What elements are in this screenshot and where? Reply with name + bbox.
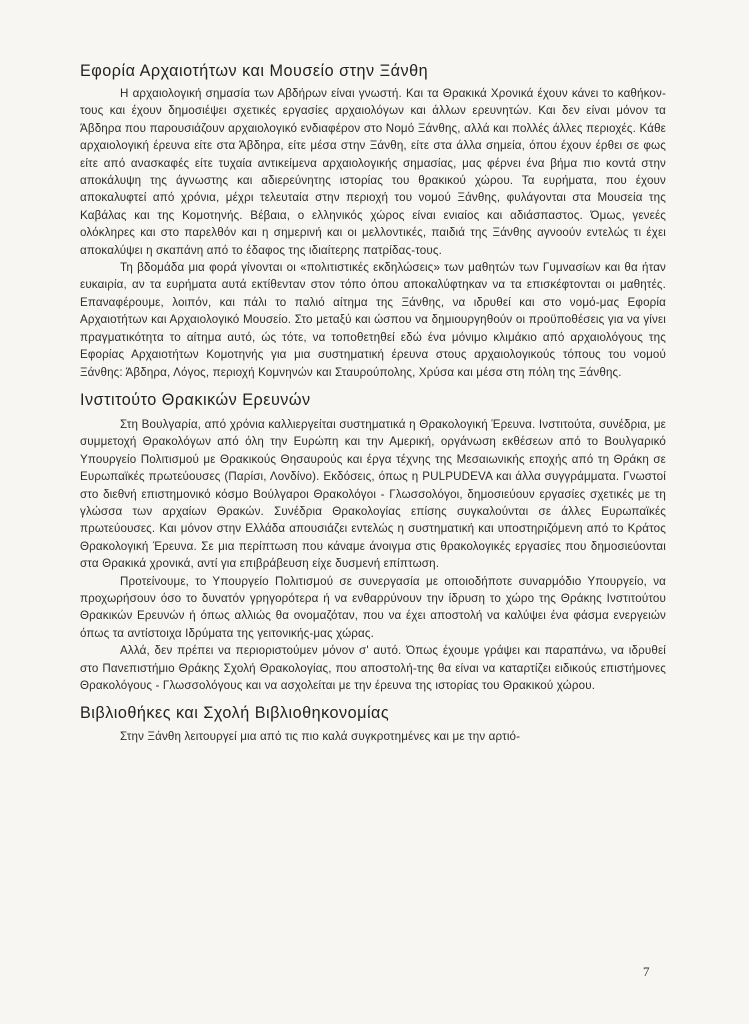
paragraph-archaeology-1: Η αρχαιολογική σημασία των Αβδήρων είναι γνωστή. Και τα Θρακικά Χρονικά έχουν κάνει το καθήκον-τους και έχουν δημοσιέψει σχετικές εργασίες αρχαιολόγων και άλλων ερευνητών. Και δεν είναι μόνον τα Άβδηρα που παρουσιάζουν αρχαιολογικό ενδιαφέρον στο Νομό Ξάνθης, αλλά και πολλές άλλες περιοχές. Κάθε αρχαιολογική έρευνα είτε στα Άβδηρα, είτε μέσα στην Ξάνθη, είτε στα άλλα σημεία, όπου έχουν έρθει σε φως είτε από ανασκαφές είτε τυχαία αντικείμενα αρχαιολογικής σημασίας, μας φέρνει ένα βήμα πιο κοντά στην αποκάλυψη της άγνωστης και αδιερεύνητης ιστορίας του θρακικού χώρου. Τα ευρήματα, που έχουν αποκαλυφτεί από χρόνια, μέχρι τελευταία στην περιοχή του νομού Ξάνθης, φυλάγονται στα Μουσεία της Καβάλας και της Κομοτηνής. Βέβαια, ο ελληνικός χώρος είναι ενιαίος και αδιάσπαστος. Όμως, γενεές ολόκληρες και στο παρελθόν και η σημερινή και οι μελλοντικές, παιδιά της Ξάνθης αγνοούν εντελώς τι έχει αποκαλύψει η σκαπάνη από το έδαφος της ιδιαίτερης πατρίδας-τους.: [80, 87, 666, 257]
paragraph-institute-1: Στη Βουλγαρία, από χρόνια καλλιεργείται συστηματικά η Θρακολογική Έρευνα. Ινστιτούτα, συνέδρια, με συμμετοχή Θρακολόγων από όλη την Ευρώπη και την Αμερική, οργάνωση εκθέσεων από το Βουλγαρικό Υπουργείο Πολιτισμού με Θρακικούς Θησαυρούς και έργα τέχνης της Μεσαιωνικής εποχής από τη Θράκη σε Ευρωπαϊκές πρωτεύουσες (Παρίσι, Λονδίνο). Εκδόσεις, όπως η PULPUDEVA και άλλα συγγράμματα. Γνωστοί στο διεθνή επιστημονικό κόσμο Βούλγαροι Θρακολόγοι - Γλωσσολόγοι, δημοσιεύουν εργασίες σχετικές με τη γλώσσα των αρχαίων Θρακών. Συνέδρια Θρακολογίας επίσης συγκαλούνται σε άλλες Ευρωπαϊκές πρωτεύουσες. Και μόνον στην Ελλάδα απουσιάζει εντελώς η συστηματική και υποστηριζόμενη από το Κράτος Θρακολογική Έρευνα. Σε μια περίπτωση που κάναμε άνοιγμα στις θρακολογικές εργασίες που δημοσιεύονται στα Θρακικά χρονικά, αντί για επιβράβευση είχε δυσμενή επίπτωση.: [80, 417, 666, 571]
page-number: 7: [643, 964, 650, 979]
section-heading-libraries: Βιβλιοθήκες και Σχολή Βιβλιοθηκονομίας: [80, 704, 390, 723]
paragraph-archaeology-2: Τη βδομάδα μια φορά γίνονται οι «πολιτιστικές εκδηλώσεις» των μαθητών των Γυμνασίων και θα ήταν ευκαιρία, αν τα ευρήματα αυτά εκτίθενταν στον τόπο όπου αποκαλύφτηκαν να τα επισκέφτονται οι μαθητές. Επαναφέρουμε, λοιπόν, και πάλι το παλιό αίτημα της Ξάνθης, να ιδρυθεί και στο νομό-μας Εφορία Αρχαιοτήτων και Αρχαιολογικό Μουσείο. Στο μεταξύ και ώσπου να δημιουργηθούν οι προϋποθέσεις για να γίνει πραγματικότητα το αίτημα αυτό, ώς τότε, να τοποθετηθεί εδώ ένα μόνιμο κλιμάκιο από αρχαιολόγους της Εφορίας Αρχαιοτήτων Κομοτηνής για μια συστηματική έρευνα στους αρχαιολογικούς τόπους του νομού Ξάνθης: Άβδηρα, Λόγος, περιοχή Κομνηνών και Σταυρούπολης, Χρύσα και μέσα στη πόλη της Ξάνθης.: [80, 261, 666, 379]
section-heading-archaeology: Εφορία Αρχαιοτήτων και Μουσείο στην Ξάνθη: [80, 62, 429, 80]
paragraph-libraries-1: Στην Ξάνθη λειτουργεί μια από τις πιο καλά συγκροτημένες και με την αρτιό-: [120, 730, 521, 744]
section-heading-institute: Ινστιτούτο Θρακικών Ερευνών: [80, 390, 311, 409]
paragraph-institute-2: Προτείνουμε, το Υπουργείο Πολιτισμού σε συνεργασία με οποιοδήποτε συναρμόδιο Υπουργείο, να προχωρήσουν όσο το δυνατόν γρηγορότερα ή να ενθαρρύνουν την ίδρυση το χώρο της Θράκης Ινστιτούτου Θρακικών Ερευνών ή όπως αλλιώς θα ονομαζόταν, που να έχει αποστολή να καλύψει ένα φάσμα ενεργειών όπως τα αντίστοιχα Ιδρύματα της γειτονικής-μας χώρας.: [80, 574, 666, 640]
paragraph-institute-3: Αλλά, δεν πρέπει να περιοριστούμεν μόνον σ' αυτό. Όπως έχουμε γράψει και παραπάνω, να ιδρυθεί στο Πανεπιστήμιο Θράκης Σχολή Θρακολογίας, που αποστολή-της θα είναι να καταρτίζει ειδικούς επιστήμονες Θρακολόγους - Γλωσσολόγους και να ασχολείται με την έρευνα της ιστορίας του Θρακικού χώρου.: [80, 644, 666, 692]
page-content: [80, 62, 666, 746]
